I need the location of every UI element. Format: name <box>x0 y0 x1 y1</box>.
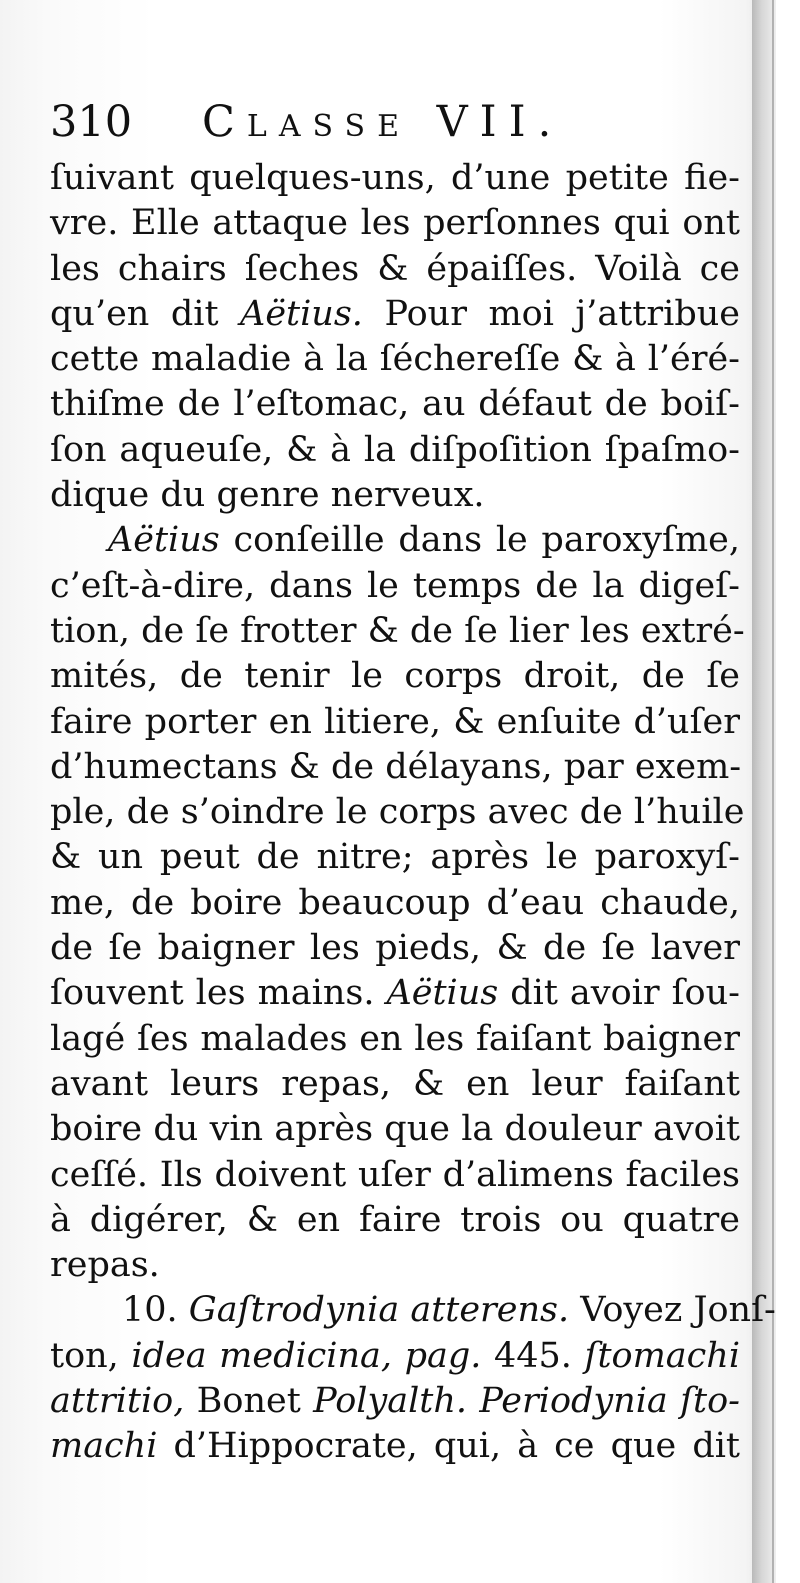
text-run: d’humectans & de délayans, par exem- <box>50 746 742 787</box>
italic-run: machi <box>50 1426 158 1467</box>
text-run: 10. <box>122 1290 189 1331</box>
text-line <box>50 201 740 246</box>
italic-run: Aëtius <box>108 520 220 561</box>
text-run: lagé ſes malades en les faiſant baigner <box>50 1018 740 1059</box>
text-run: 445. <box>481 1335 585 1376</box>
italic-run: idea medicina, pag. <box>131 1335 482 1376</box>
text-line <box>50 156 740 201</box>
text-run: me, de boire beaucoup d’eau chaude, <box>50 882 740 923</box>
text-run: conſeille dans le paroxyſme, <box>219 520 740 561</box>
text-line <box>50 1243 740 1288</box>
text-run: thiſme de l’eſtomac, au défaut de boiſ- <box>50 384 740 425</box>
text-run: ſon aqueuſe, & à la diſpoſition ſpaſmo- <box>50 429 740 470</box>
text-line <box>50 1424 740 1469</box>
text-line <box>50 1153 740 1198</box>
text-line <box>50 835 740 880</box>
text-run: dique du genre nerveux. <box>50 475 485 516</box>
text-run: ton, <box>50 1335 132 1376</box>
text-run: boire du vin après que la douleur avoit <box>50 1109 740 1150</box>
text-run: à digérer, & en faire trois ou quatre <box>50 1199 740 1240</box>
text-run: ſouvent les mains. <box>50 973 387 1014</box>
text-run: les chairs ſeches & épaiſſes. Voilà ce <box>50 248 740 289</box>
italic-run: Aëtius. <box>240 293 363 334</box>
text-run: repas. <box>50 1245 160 1286</box>
text-run: tion, de ſe frotter & de ſe lier les extré- <box>50 610 745 651</box>
text-line <box>50 1334 740 1379</box>
text-line <box>50 1379 740 1424</box>
page-number: 310 <box>50 97 133 147</box>
text-line <box>50 247 740 292</box>
text-run: ſuivant quelques-uns, d’une petite fie- <box>50 158 740 198</box>
text-run: dit avoir ſou- <box>498 973 740 1014</box>
text-line <box>50 971 740 1016</box>
italic-run: Aëtius <box>386 973 499 1014</box>
body-text <box>50 156 776 1470</box>
text-line <box>50 292 740 337</box>
running-head: Classe VII. <box>202 97 564 147</box>
text-run: c’eſt-à-dire, dans le temps de la digeſ- <box>50 565 740 606</box>
italic-run: Gaſtrodynia atterens. <box>188 1290 570 1331</box>
text-run: vre. Elle attaque les perſonnes qui ont <box>50 203 740 244</box>
text-run: & un peut de nitre; après le paroxyſ- <box>50 837 740 878</box>
text-run: Bonet <box>184 1381 314 1422</box>
page-edge-line <box>772 0 774 1583</box>
text-line <box>50 790 745 835</box>
text-run: faire porter en litiere, & enſuite d’uſer <box>50 701 740 742</box>
text-run: Pour moi j’attribue <box>362 293 740 334</box>
text-line <box>50 428 740 473</box>
text-run: Voyez Jonſ- <box>569 1290 776 1331</box>
text-run: cette maladie à la ſéchereſſe & à l’éré- <box>50 339 740 380</box>
text-run: ceſſé. Ils doivent uſer d’alimens faciles <box>50 1154 740 1195</box>
italic-run: attritio, <box>50 1381 185 1422</box>
text-line <box>50 1062 740 1107</box>
text-line <box>50 1107 740 1152</box>
page-header <box>50 96 730 148</box>
text-line <box>50 564 740 609</box>
text-line <box>50 337 740 382</box>
text-line <box>50 1017 740 1062</box>
text-run: avant leurs repas, & en leur faiſant <box>50 1063 740 1104</box>
italic-run: Polyalth. Periodynia ſto- <box>313 1381 740 1422</box>
italic-run: ſtomachi <box>584 1335 741 1376</box>
text-line <box>50 745 740 790</box>
text-line <box>50 700 740 745</box>
text-run: ple, de s’oindre le corps avec de l’huile <box>50 792 745 833</box>
text-run: mités, de tenir le corps droit, de ſe <box>50 656 740 697</box>
text-line <box>50 382 740 427</box>
text-line <box>50 518 740 563</box>
text-line <box>50 1198 740 1243</box>
text-run: d’Hippocrate, qui, à ce que dit <box>157 1426 740 1467</box>
text-line <box>50 654 740 699</box>
text-line <box>50 609 745 654</box>
text-line <box>50 1288 776 1333</box>
text-line <box>50 881 740 926</box>
text-line <box>50 473 740 518</box>
text-run: qu’en dit <box>50 293 241 334</box>
text-line <box>50 926 740 971</box>
text-run: de ſe baigner les pieds, & de ſe laver <box>50 928 740 969</box>
